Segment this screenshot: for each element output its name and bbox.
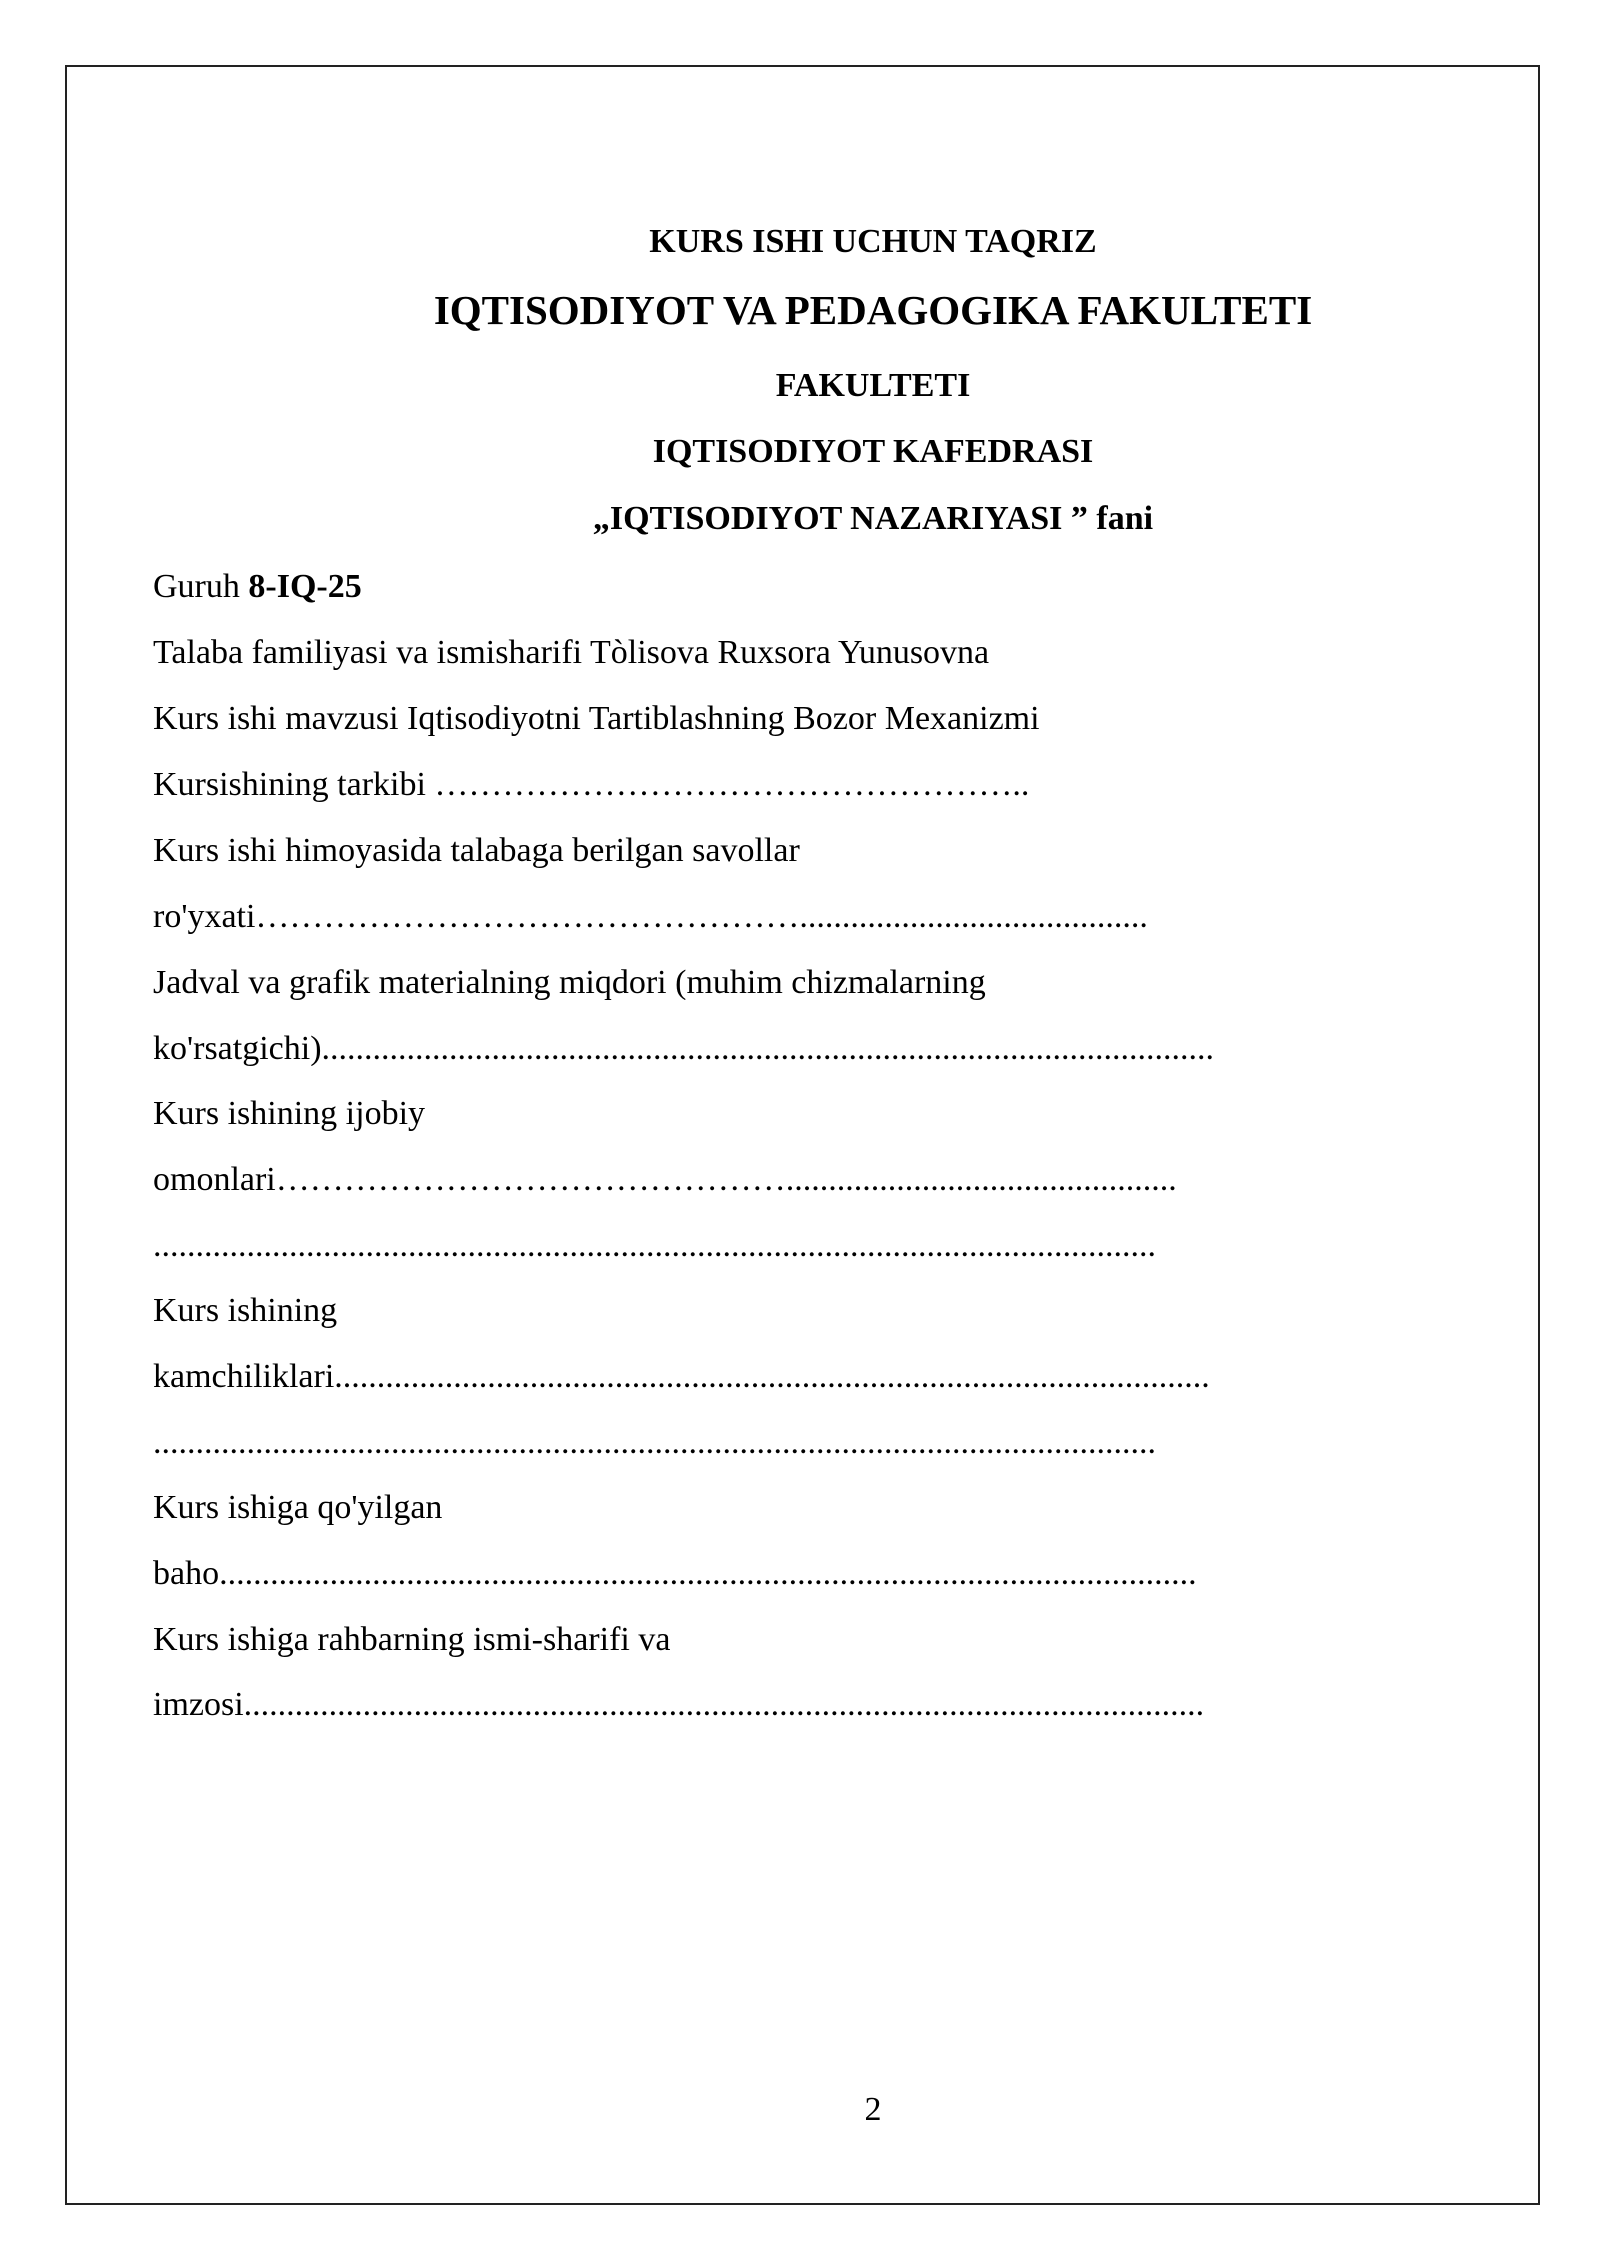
document-title: KURS ISHI UCHUN TAQRIZ: [649, 223, 1097, 260]
positive-line-3: ......................................................................................................................: [153, 1229, 1156, 1263]
topic-line: Kurs ishi mavzusi Iqtisodiyotni Tartiblashning Bozor Mexanizmi: [153, 702, 1040, 736]
shortcomings-line-3: ......................................................................................................................: [153, 1426, 1156, 1460]
tables-line-1: Jadval va grafik materialning miqdori (muhim chizmalarning: [153, 966, 986, 1000]
positive-line-2: omonlari………………………………………..............................................: [153, 1163, 1177, 1197]
group-label: Guruh: [153, 570, 249, 604]
group-line: [153, 570, 362, 604]
tables-line-2: ko'rsatgichi).........................................................................................................: [153, 1032, 1215, 1066]
structure-line: Kursishining tarkibi ……………………………………………..: [153, 768, 1030, 802]
faculty-heading: IQTISODIYOT VA PEDAGOGIKA FAKULTETI: [433, 287, 1313, 333]
shortcomings-line-2: kamchiliklari.......................................................................................................: [153, 1360, 1210, 1394]
questions-line-1: Kurs ishi himoyasida talabaga berilgan savollar: [153, 834, 800, 868]
shortcomings-line-1: Kurs ishining: [153, 1294, 338, 1328]
questions-line-2: ro'yxati………………………………………….........................................: [153, 900, 1148, 934]
positive-line-1: Kurs ishining ijobiy: [153, 1097, 426, 1131]
subject-heading: „IQTISODIYOT NAZARIYASI ” fani: [592, 500, 1154, 537]
student-line: Talaba familiyasi va ismisharifi Tòlisova Ruxsora Yunusovna: [153, 636, 990, 670]
page-number: 2: [864, 2091, 882, 2128]
supervisor-line-2: imzosi.................................................................................................................: [153, 1688, 1205, 1722]
supervisor-line-1: Kurs ishiga rahbarning ismi-sharifi va: [153, 1623, 671, 1657]
grade-line-1: Kurs ishiga qo'yilgan: [153, 1491, 443, 1525]
grade-line-2: baho...................................................................................................................: [153, 1557, 1197, 1591]
group-value: 8-IQ-25: [248, 570, 362, 604]
department-heading: IQTISODIYOT KAFEDRASI: [652, 433, 1094, 470]
faculty-word: FAKULTETI: [775, 367, 971, 404]
